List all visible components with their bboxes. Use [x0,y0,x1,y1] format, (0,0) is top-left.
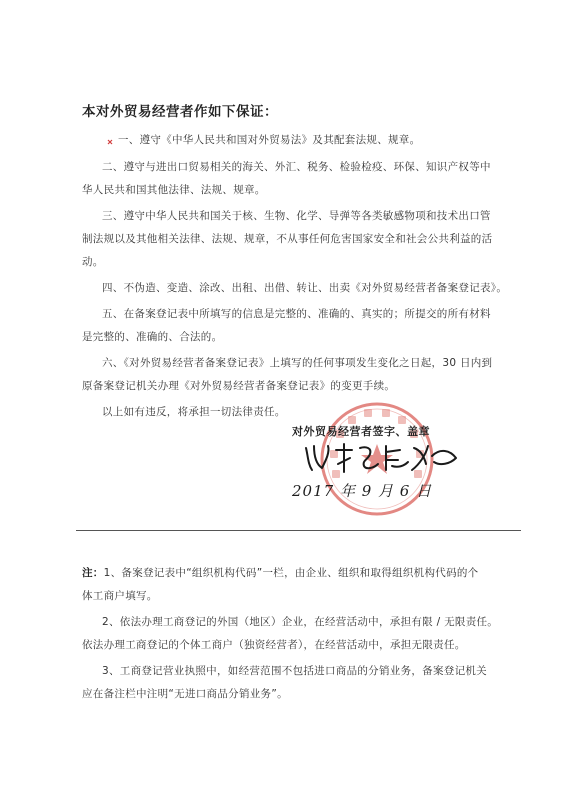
red-mark-icon [107,139,113,145]
signature-label: 对外贸易经营者签字、盖章 [292,425,430,438]
clause-3-line-2: 制法规以及其他相关法律、法规、规章，不从事任何危害国家安全和社会公共利益的活 [82,233,493,245]
note-line-3: 2、依法办理工商登记的外国（地区）企业，在经营活动中，承担有限 / 无限责任。 [102,616,499,628]
note-line-4: 依法办理工商登记的个体工商户（独资经营者），在经营活动中，承担无限责任。 [82,639,466,651]
note-label: 注： [82,567,104,579]
clause-6-line-2: 原备案登记机关办理《对外贸易经营者备案登记表》的变更手续。 [82,380,396,392]
clause-2-line-2: 华人民共和国其他法律、法规、规章。 [82,184,266,196]
handwritten-signature [300,438,470,478]
clause-1-line-1: 一、遵守《中华人民共和国对外贸易法》及其配套法规、规章。 [118,134,421,146]
clause-6-line-1: 六、《对外贸易经营者备案登记表》上填写的任何事项发生变化之日起，30 日内到 [102,357,493,369]
clause-5-line-2: 是完整的、准确的、合法的。 [82,331,223,343]
note-line-2: 体工商户填写。 [82,590,158,602]
page-title: 本对外贸易经营者作如下保证： [82,104,278,120]
section-divider [76,530,521,531]
clause-7-line-1: 以上如有违反，将承担一切法律责任。 [102,406,286,418]
note-line-6: 应在备注栏中注明“无进口商品分销业务”。 [82,688,288,700]
clause-3-line-3: 动。 [82,256,104,268]
note-line-1 [82,565,478,580]
signature-date: 2017 年 9 月 6 日 [292,482,433,500]
note-text-1: 1、备案登记表中“组织机构代码”一栏，由企业、组织和取得组织机构代码的个 [103,567,479,579]
clause-2-line-1: 二、遵守与进出口贸易相关的海关、外汇、税务、检验检疫、环保、知识产权等中 [102,161,491,173]
clause-5-line-1: 五、在备案登记表中所填写的信息是完整的、准确的、真实的；所提交的所有材料 [102,308,491,320]
clause-4-line-1: 四、不伪造、变造、涂改、出租、出借、转让、出卖《对外贸易经营者备案登记表》。 [102,282,508,294]
clause-3-line-1: 三、遵守中华人民共和国关于核、生物、化学、导弹等各类敏感物项和技术出口管 [102,210,491,222]
note-line-5: 3、工商登记营业执照中，如经营范围不包括进口商品的分销业务，备案登记机关 [102,665,487,677]
